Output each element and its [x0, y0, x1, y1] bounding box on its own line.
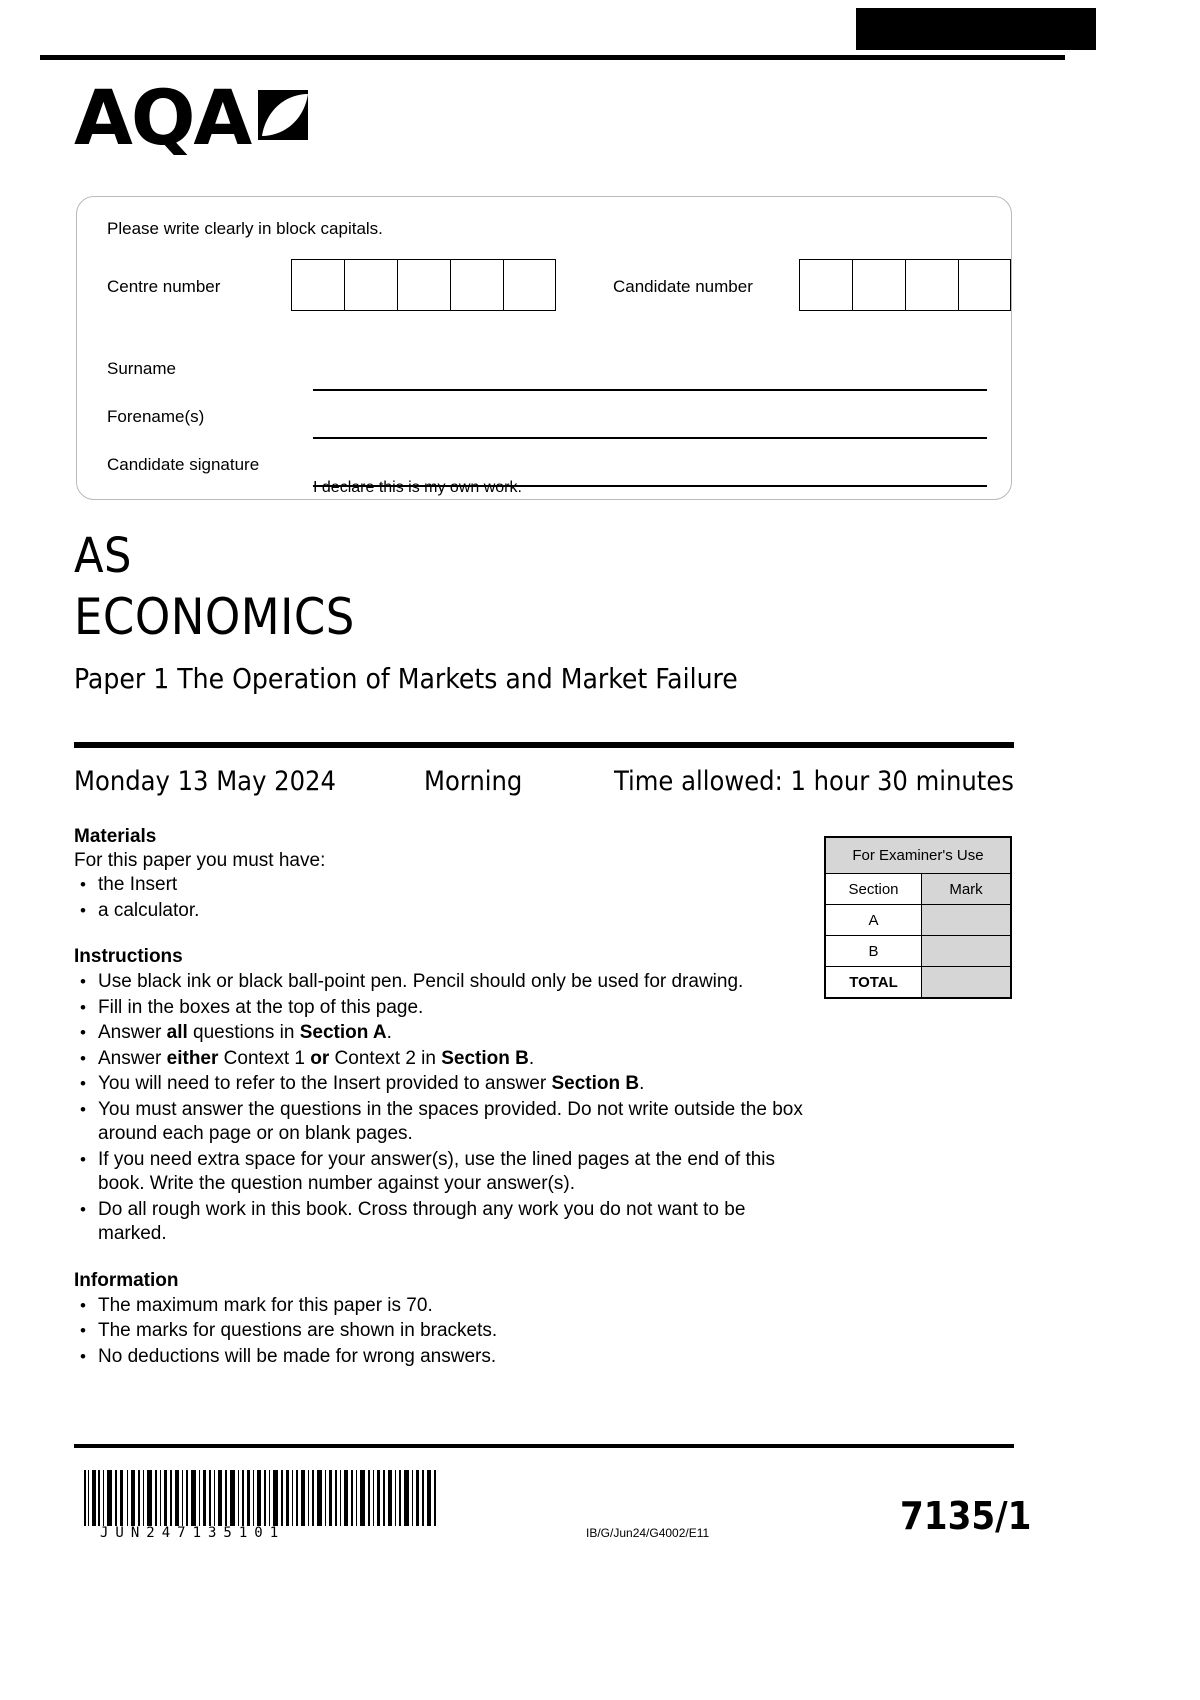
information-list [74, 1294, 804, 1370]
centre-number-cell[interactable] [344, 259, 397, 311]
examiner-row-a-mark[interactable] [922, 905, 1011, 936]
instructions-column [74, 826, 804, 1370]
materials-heading: Materials [74, 826, 157, 847]
forenames-label: Forename(s) [107, 407, 205, 426]
declaration-text: I declare this is my own work. [313, 479, 522, 496]
top-black-marker-bar [856, 8, 1096, 50]
exam-time-allowed: Time allowed: 1 hour 30 minutes [614, 766, 1014, 797]
aqa-logo [74, 73, 310, 162]
barcode-icon [84, 1470, 439, 1531]
examiner-row-b-mark[interactable] [922, 936, 1011, 967]
examiner-total-label: TOTAL [826, 967, 922, 998]
signature-row [107, 443, 987, 491]
spacer [74, 924, 804, 946]
examiner-row-a-label: A [826, 905, 922, 936]
examiner-total-mark[interactable] [922, 967, 1011, 998]
candidate-signature-label: Candidate signature [107, 455, 260, 474]
list-item: • The maximum mark for this paper is 70. [74, 1294, 804, 1319]
candidate-number-label: Candidate number [613, 277, 753, 296]
centre-number-input[interactable] [291, 259, 556, 311]
spacer [74, 1248, 804, 1270]
barcode-digits: JUN247135101 [100, 1525, 286, 1541]
list-item: • Answer either Context 1 or Context 2 in Section B. [74, 1047, 804, 1072]
materials-intro: For this paper you must have: [74, 850, 326, 871]
information-heading: Information [74, 1269, 179, 1291]
instructions-list [74, 970, 804, 1247]
surname-label: Surname [107, 359, 176, 378]
candidate-number-input[interactable] [799, 259, 1011, 311]
candidate-number-cell[interactable] [799, 259, 852, 311]
surname-row [107, 347, 987, 395]
paper-title: Paper 1 The Operation of Markets and Market Failure [74, 662, 738, 695]
forenames-input-line[interactable] [313, 437, 987, 439]
exam-date: Monday 13 May 2024 [74, 766, 336, 797]
qualification-level: AS [74, 528, 132, 584]
aqa-logo-text: AQA [74, 73, 251, 162]
paper-code: 7135/1 [900, 1494, 1032, 1538]
instructions-heading: Instructions [74, 946, 183, 967]
document-reference-code: IB/G/Jun24/G4002/E11 [586, 1526, 710, 1540]
list-item: • You must answer the questions in the spaces provided. Do not write outside the box around each page or on blank pages. [74, 1098, 804, 1147]
list-item: • a calculator. [74, 899, 804, 924]
examiner-row-b-label: B [826, 936, 922, 967]
list-item: • Use black ink or black ball-point pen. Pencil should only be used for drawing. [74, 970, 804, 995]
candidate-details-box [76, 196, 1012, 500]
list-item: • The marks for questions are shown in brackets. [74, 1319, 804, 1344]
centre-number-label: Centre number [107, 277, 221, 296]
block-capitals-note: Please write clearly in block capitals. [107, 219, 383, 238]
examiner-col-section: Section [826, 874, 922, 905]
examiner-use-table [824, 836, 1012, 999]
qualification-subject: ECONOMICS [74, 588, 355, 646]
list-item: • Answer all questions in Section A. [74, 1021, 804, 1046]
number-fields-row [107, 259, 987, 315]
centre-number-cell[interactable] [291, 259, 344, 311]
footer-rule [74, 1444, 1014, 1448]
surname-input-line[interactable] [313, 389, 987, 391]
aqa-leaf-logo-icon [256, 88, 310, 147]
candidate-number-cell[interactable] [852, 259, 905, 311]
examiner-col-mark: Mark [922, 874, 1011, 905]
list-item: • the Insert [74, 873, 804, 898]
forenames-row [107, 395, 987, 443]
exam-session: Morning [424, 766, 523, 797]
exam-date-line [74, 766, 1019, 806]
examiner-table-title: For Examiner's Use [826, 838, 1011, 874]
name-fields-group [107, 347, 987, 491]
candidate-number-cell[interactable] [958, 259, 1011, 311]
centre-number-cell[interactable] [450, 259, 503, 311]
materials-list [74, 873, 804, 923]
centre-number-cell[interactable] [503, 259, 556, 311]
list-item: • If you need extra space for your answer(s), use the lined pages at the end of this book. Write the question number against your answer(s). [74, 1148, 804, 1197]
list-item: • You will need to refer to the Insert provided to answer Section B. [74, 1072, 804, 1097]
title-separator-rule [74, 742, 1014, 748]
centre-number-cell[interactable] [397, 259, 450, 311]
list-item: • Fill in the boxes at the top of this page. [74, 996, 804, 1021]
top-horizontal-rule [40, 55, 1065, 60]
list-item: • No deductions will be made for wrong answers. [74, 1345, 804, 1370]
list-item: • Do all rough work in this book. Cross through any work you do not want to be marked. [74, 1198, 804, 1247]
candidate-number-cell[interactable] [905, 259, 958, 311]
